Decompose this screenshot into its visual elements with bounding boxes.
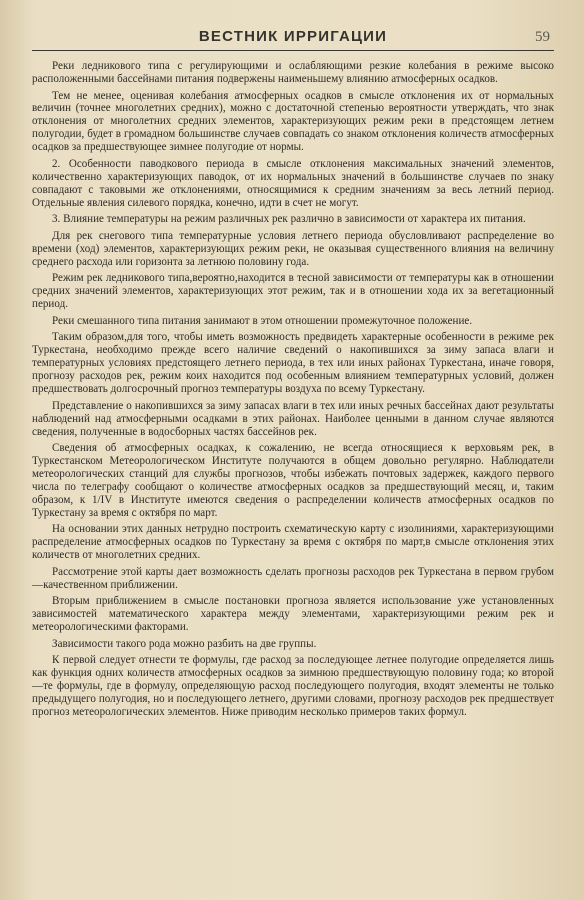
paragraph: Тем не менее, оценивая колебания атмосферных осадков в смысле отклонения их от нормальных величин (точнее многолетних средних), можно с достаточной степенью вероятности утверждать, что знак отклонения от многолетних средних элементов, характеризующих режим реки в предстоящем летнем полугодии, будет в громадном большинстве случаев совпадать со знаком отклонения количеств атмосферных осадков за предшествующее зимнее полугодие от нормы. (32, 89, 554, 154)
paragraph: Представление о накопившихся за зиму запасах влаги в тех или иных речных бассейнах дают результаты наблюдений над атмосферными осадками в этих районах. Наиболее ценными в данном случае являются сведения, полученные в водосборных частях бассейнов рек. (32, 399, 554, 438)
journal-title: ВЕСТНИК ИРРИГАЦИИ (198, 28, 388, 45)
paragraph: Режим рек ледникового типа,вероятно,находится в тесной зависимости от температуры как в отношении средних значений элементов, характеризующих этот режим, так и в отношении хода их за вегетационный период. (32, 272, 554, 311)
paragraph: К первой следует отнести те формулы, где расход за последующее летнее полугодие определяется лишь как функция одних количеств атмосферных осадков за зимнюю предшествующую половину года; ко второй—те формулы, где в формулу, определяющую расход последующего полугодия, входят элементы не только предыдущего полугодия, но и последующего летнего, другими словами, прогнозу расходов рек предшествует прогноз метеорологических элементов. Ниже приводим несколько примеров таких формул. (32, 654, 554, 719)
paragraph: Зависимости такого рода можно разбить на две группы. (52, 637, 317, 650)
paragraph: Вторым приближением в смысле постановки прогноза является использование уже установленных зависимостей математического характера между элементами, характеризующими режим рек и метеорологическими факторами. (32, 595, 554, 634)
paragraph: Реки ледникового типа с регулирующими и ослабляющими резкие колебания в режиме высоко расположенными бассейнами питания подвержены наименьшему влиянию атмосферных осадков. (32, 60, 554, 85)
paragraph: 2. Особенности паводкового периода в смысле отклонения максимальных значений элементов, количественно характеризующих паводок, от их нормальных значений в большинстве случаев по знаку совпадают с таковыми же отклонениями, относящимися к средним значениям за весь летний период. Отдельные явления силевого порядка, конечно, идти в счет не могут. (32, 157, 554, 209)
running-header (32, 28, 554, 51)
article-body (32, 60, 554, 719)
paragraph: Для рек снегового типа температурные условия летнего периода обусловливают распределение во времени (ход) элементов, характеризующих режим реки, не оказывая существенного влияния на величину среднего расхода или горизонта за летнюю половину года. (32, 229, 554, 268)
paragraph: На основании этих данных нетрудно построить схематическую карту с изолиниями, характеризующими распределение атмосферных осадков по Туркестану за время с октября по март,в смысле отклонения этих количеств от многолетних средних. (32, 523, 554, 562)
paragraph: Реки смешанного типа питания занимают в этом отношении промежуточное положение. (52, 314, 473, 327)
paragraph: 3. Влияние температуры на режим различных рек различно в зависимости от характера их питания. (52, 213, 526, 226)
page-number: 59 (535, 29, 550, 45)
paragraph: Таким образом,для того, чтобы иметь возможность предвидеть характерные особенности в режиме рек Туркестана, необходимо прежде всего наличие сведений о накопившихся за зиму запаса влаги и температурных условиях предстоящего летнего периода, в тех или иных районах Туркестана, иначе говоря, прогнозу расходов рек, режим коих находится под особенным влиянием температурных условий, должен предшествовать долгосрочный прогноз температуры воздуха по всему Туркестану. (32, 331, 554, 396)
paragraph: Рассмотрение этой карты дает возможность сделать прогнозы расходов рек Туркестана в первом грубом—качественном приближении. (32, 565, 554, 591)
paragraph: Сведения об атмосферных осадках, к сожалению, не всегда относящиеся к верховьям рек, в Туркестанском Метеорологическом Институте получаются в общем довольно регулярно. Наблюдатели метеорологических станций для службы прогнозов, чтобы избежать почтовых задержек, каждого первого числа по телеграфу сообщают о количестве атмосферных осадков за предшествующий месяц, и, таким образом, к 1/IV в Институте имеются сведения о распределении количеств атмосферных осадков по Туркестану за время с октября по март. (32, 442, 554, 519)
